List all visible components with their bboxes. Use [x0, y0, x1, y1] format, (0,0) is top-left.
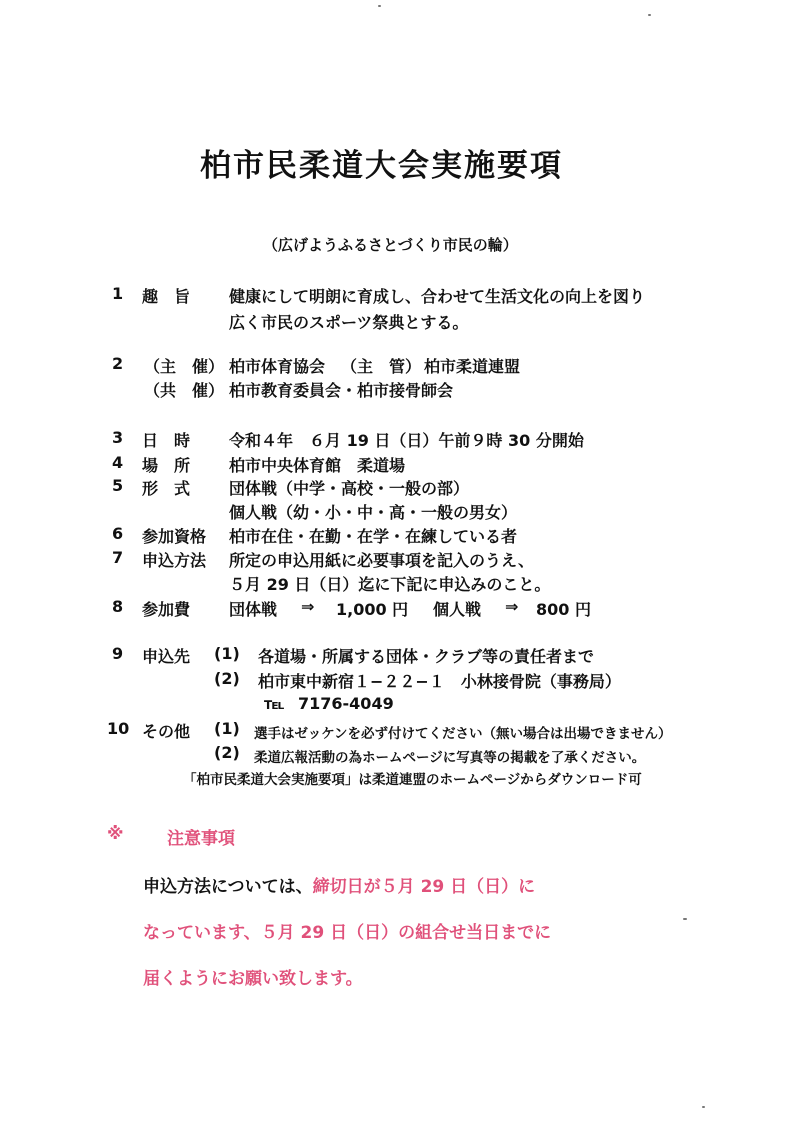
item-text: 所定の申込用紙に必要事項を記入のうえ、	[229, 551, 534, 570]
notice-text: 申込方法については、	[143, 877, 313, 897]
item-label: 形 式	[142, 479, 191, 498]
notice-mark: ※	[107, 824, 124, 844]
item-text: 個人戦（幼・小・中・高・一般の男女）	[229, 503, 518, 522]
item-number: 9	[112, 644, 124, 663]
item-label: （主 管）	[341, 357, 422, 376]
scan-speck	[378, 5, 381, 7]
page-title: 柏市民柔道大会実施要項	[200, 148, 563, 184]
download-note: 「柏市民柔道大会実施要項」は柔道連盟のホームページからダウンロード可	[183, 772, 642, 788]
scan-speck	[702, 1106, 705, 1108]
item-number: 4	[112, 453, 124, 472]
individual-fee: 800 円	[536, 600, 591, 619]
item-label: その他	[142, 722, 191, 741]
item-text: 団体戦（中学・高校・一般の部）	[229, 479, 470, 498]
scan-speck	[683, 918, 687, 920]
sub-text: 柔道広報活動の為ホームページに写真等の掲載を了承ください。	[254, 750, 646, 766]
item-label: 参加費	[142, 600, 191, 619]
item-label: 参加資格	[142, 527, 207, 546]
item-label: （主 催）	[144, 357, 225, 376]
item-text: 柏市体育協会	[229, 357, 326, 376]
arrow: ⇒	[505, 597, 519, 616]
sub-mark: (2)	[214, 669, 240, 688]
item-text: 柏市在住・在勤・在学・在練している者	[229, 527, 518, 546]
team-label: 団体戦	[229, 600, 278, 619]
item-label: 趣 旨	[142, 287, 191, 306]
item-text: 柏市中央体育館 柔道場	[229, 456, 406, 475]
sub-text: 各道場・所属する団体・クラブ等の責任者まで	[258, 647, 595, 666]
item-text: ５月 29 日（日）迄に下記に申込みのこと。	[229, 575, 551, 594]
sub-mark: (1)	[214, 644, 240, 663]
item-text: 柏市柔道連盟	[424, 357, 521, 376]
notice-line1	[143, 872, 535, 897]
item-text: 広く市民のスポーツ祭典とする。	[229, 313, 469, 332]
item-text: 健康にして明朗に育成し、合わせて生活文化の向上を図り	[229, 287, 646, 306]
scan-speck	[648, 14, 651, 16]
page-subtitle: （広げようふるさとづくり市民の輪）	[263, 236, 518, 254]
team-fee: 1,000 円	[336, 600, 409, 619]
item-label: 申込先	[142, 647, 191, 666]
item-number: 8	[112, 597, 124, 616]
item-number: 3	[112, 428, 124, 447]
item-number: 1	[112, 284, 124, 303]
item-number: 10	[107, 719, 130, 738]
item-number: 6	[112, 524, 124, 543]
item-number: 2	[112, 354, 124, 373]
item-label: 申込方法	[142, 551, 207, 570]
item-label: 日 時	[142, 431, 191, 450]
individual-label: 個人戦	[433, 600, 482, 619]
sub-text: 柏市東中新宿１−２２−１ 小林接骨院（事務局）	[258, 672, 621, 691]
sub-mark: (2)	[214, 743, 240, 762]
item-number: 7	[112, 548, 124, 567]
notice-text-highlight: 締切日が５月 29 日（日）に	[312, 877, 536, 897]
item-text: 令和４年 ６月 19 日（日）午前９時 30 分開始	[229, 431, 584, 450]
notice-line2: なっています、５月 29 日（日）の組合せ当日までに	[143, 923, 552, 943]
notice-heading: 注意事項	[167, 829, 235, 849]
notice-line3: 届くようにお願い致します。	[143, 969, 363, 989]
item-text: 柏市教育委員会・柏市接骨師会	[229, 381, 454, 400]
tel-number: 7176-4049	[298, 694, 394, 713]
arrow: ⇒	[301, 597, 315, 616]
tel-icon: ℡	[264, 694, 285, 713]
item-label: 場 所	[142, 456, 191, 475]
sub-text: 選手はゼッケンを必ず付けてください（無い場合は出場できません）	[254, 726, 672, 742]
item-label: （共 催）	[144, 381, 225, 400]
sub-mark: (1)	[214, 719, 240, 738]
item-number: 5	[112, 476, 124, 495]
